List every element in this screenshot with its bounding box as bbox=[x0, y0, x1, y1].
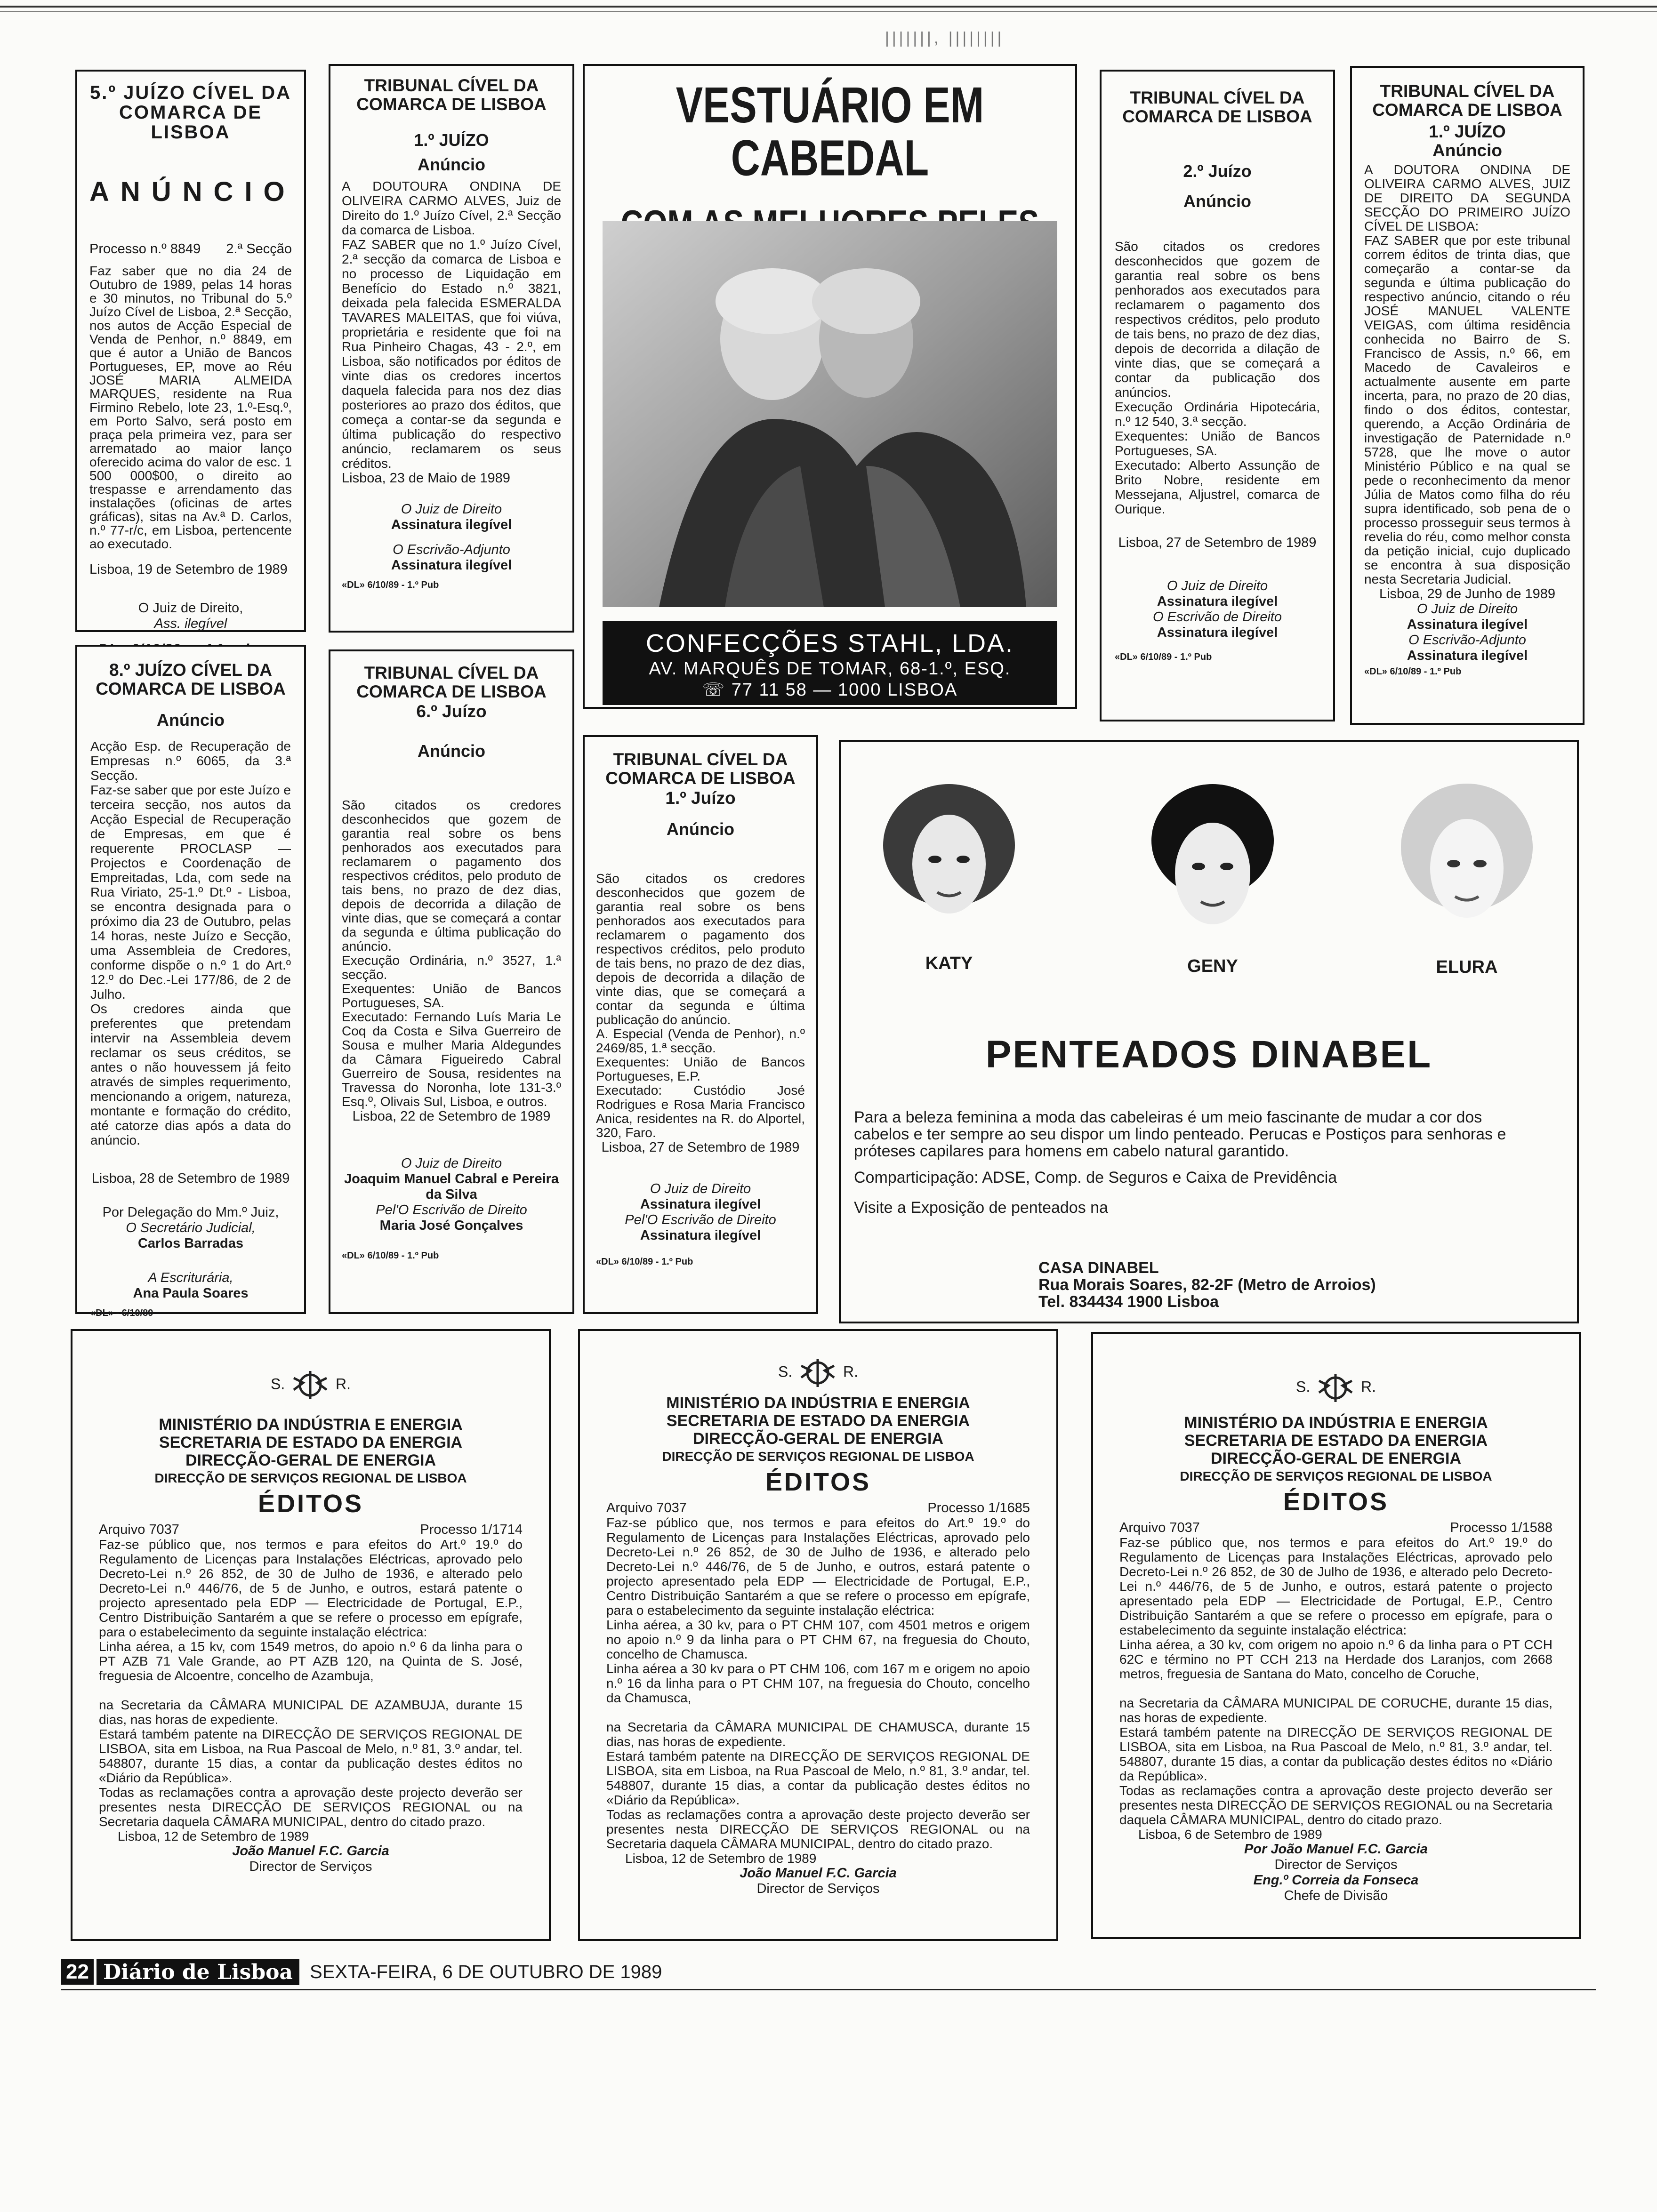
emblem-letter-s: S. bbox=[778, 1363, 793, 1380]
leather-clothing-advert bbox=[583, 64, 1077, 709]
katy-portrait-icon bbox=[878, 775, 1020, 935]
editos-place-date: Lisboa, 12 de Setembro de 1989 bbox=[625, 1851, 817, 1866]
notice-5-juizo bbox=[75, 70, 306, 632]
direccao-geral-line: DIRECÇÃO-GERAL DE ENERGIA bbox=[185, 1451, 436, 1469]
editos-body: Faz-se público que, nos termos e para efeitos do Art.º 19.º do Regulamento de Licenças para Instalações Eléctricas, aprovado pelo Decreto-Lei n.º 26 852, de 30 de Julho de 1936, e alterado pelo Decreto-Lei n.º 446/76, de 5 de Junho, e outros, estará patente o projecto apresentado pela EDP — Electricidade de Portugal, E.P., Centro Distribuição Santarém a que se refere o processo em epígrafe, para o estabelecimento da seguinte instalação eléctrica: Linha aérea, a 30 kv, para o PT CHM 107, com 4501 metros e origem no apoio n.º 9 da linha para o PT CHM 67, na freguesia do Chouto, concelho de Chamusca. Linha aérea a 30 kv para o PT CHM 106, com 167 m e origem no apoio n.º 16 da linha para o PT CHM 107, na freguesia do Chouto, concelho da Chamusca, na Secretaria da CÂMARA MUNICIPAL DE CHAMUSCA, durante 15 dias, nas horas de expediente. Estará também patente na DIRECÇÃO DE SERVIÇOS REGIONAL DE LISBOA, sita em Lisboa, na Rua Pascoal de Melo, n.º 81, 3.º andar, tel. 548807, durante 15 dias, a contar da publicação destes éditos no «Diário da República». Todas as reclamações contra a aprovação deste projecto deverão ser presentes nesta DIRECÇÃO DE SERVIÇOS REGIONAL ou na Secretaria daquela CÂMARA MUNICIPAL, dentro do citado prazo. bbox=[606, 1515, 1030, 1851]
signature-role-2: Pel'O Escrivão de Direito bbox=[376, 1202, 527, 1218]
notice-body: São citados os credores desconhecidos que gozem de garantia real sobre os bens penhorados aos executados para reclamarem o pagamento dos respectivos créditos, pelo produto de tais bens, no prazo de dez dias, depois de decorrida a dilação de vinte dias, que se começará a contar da publicação dos anúncios. Execução Ordinária Hipotecária, n.º 12 540, 3.ª secção. Exequentes: União de Bancos Portugueses, SA. Executado: Alberto Assunção de Brito Nobre, residente em Messejana, Aljustrel, comarca de Ourique. bbox=[1115, 239, 1320, 516]
notice-body: Faz saber que no dia 24 de Outubro de 1989, pelas 14 horas e 30 minutos, no Tribunal do 5.º Juízo Cível de Lisboa, 2.ª Secção, nos autos de Acção Especial de Venda de Penhor, n.º 8849, em que é autor a União de Bancos Portugueses, EP, move ao Réu JOSÉ MARIA ALMEIDA MARQUES, residente na Rua Firmino Rebelo, lote 23, 1.º-Esq.º, em Porto Salvo, será posto em praça pela primeira vez, para ser arrematado ao maior lanço oferecido acima do valor de esc. 1 500 000$00, o direito ao trespasse e arrendamento das instalações (oficinas de artes gráficas), sitas na Av.ª D. Carlos, n.º 77-r/c, em Lisboa, pertencente ao executado. bbox=[89, 264, 292, 551]
signature-name: Assinatura ilegível bbox=[640, 1197, 761, 1212]
notice-label: Anúncio bbox=[157, 710, 225, 729]
secretaria-line: SECRETARIA DE ESTADO DA ENERGIA bbox=[1184, 1432, 1488, 1450]
archive-number: Arquivo 7037 bbox=[99, 1522, 179, 1537]
notice-tribunal-6-juizo bbox=[329, 649, 574, 1314]
notice-title: TRIBUNAL CÍVEL DA COMARCA DE LISBOA bbox=[356, 663, 547, 701]
company-phone: ☏ 77 11 58 — 1000 LISBOA bbox=[702, 680, 958, 700]
process-number: Processo 1/1588 bbox=[1450, 1520, 1552, 1535]
shop-name: CASA DINABEL bbox=[1038, 1259, 1159, 1277]
publication-ref: «DL» 6/10/89 - 1.º Pub bbox=[1115, 652, 1212, 662]
ministry-line: MINISTÉRIO DA INDÚSTRIA E ENERGIA bbox=[1184, 1414, 1488, 1432]
notice-title: TRIBUNAL CÍVEL DA COMARCA DE LISBOA bbox=[356, 76, 547, 114]
advert-comparticipation: Comparticipação: ADSE, Comp. de Seguros e Caixa de Previdência bbox=[854, 1169, 1337, 1186]
signature-role: O Secretário Judicial, bbox=[126, 1220, 256, 1235]
signature-role-2: O Escrivão-Adjunto bbox=[1408, 633, 1526, 648]
section-label: 2.ª Secção bbox=[226, 241, 292, 256]
process-number: Processo 1/1685 bbox=[927, 1500, 1030, 1515]
notice-place-date: Lisboa, 19 de Setembro de 1989 bbox=[89, 562, 288, 577]
advert-visit: Visite a Exposição de penteados na bbox=[854, 1199, 1108, 1217]
notice-title: TRIBUNAL CÍVEL DA COMARCA DE LISBOA bbox=[1122, 88, 1312, 126]
direccao-geral-line: DIRECÇÃO-GERAL DE ENERGIA bbox=[1210, 1450, 1462, 1467]
signature-name: Carlos Barradas bbox=[137, 1236, 244, 1251]
republic-emblem-row bbox=[99, 1369, 523, 1402]
newspaper-masthead: Diário de Lisboa bbox=[97, 1959, 299, 1985]
editos-place-date: Lisboa, 6 de Setembro de 1989 bbox=[1138, 1827, 1322, 1842]
signature-name: Assinatura ilegível bbox=[391, 517, 512, 532]
signature-name: Joaquim Manuel Cabral e Pereira da Silva bbox=[344, 1171, 559, 1202]
secretaria-line: SECRETARIA DE ESTADO DA ENERGIA bbox=[666, 1412, 970, 1430]
page-footer bbox=[61, 1958, 662, 1986]
archive-number: Arquivo 7037 bbox=[606, 1500, 687, 1515]
signature-name-2: Assinatura ilegível bbox=[1407, 648, 1528, 663]
secretaria-line: SECRETARIA DE ESTADO DA ENERGIA bbox=[159, 1434, 463, 1451]
signature-role-2: O Escrivão-Adjunto bbox=[393, 542, 510, 557]
signature-role-2: Pel'O Escrivão de Direito bbox=[625, 1212, 776, 1227]
notice-tribunal-2-juizo bbox=[1100, 70, 1335, 721]
elura-portrait-icon bbox=[1396, 777, 1537, 937]
editos-body: Faz-se público que, nos termos e para efeitos do Art.º 19.º do Regulamento de Licenças para Instalações Eléctricas, aprovado pelo Decreto-Lei n.º 26 852, de 30 de Julho de 1936, e alterado pelo Decreto-Lei n.º 446/76, de 5 de Junho, e outros, estará patente o projecto apresentado pela EDP — Electricidade de Portugal, E.P., Centro Distribuição Santarém a que se refere o processo em epígrafe, para o estabelecimento da seguinte instalação eléctrica: Linha aérea, a 15 kv, com 1549 metros, do apoio n.º 6 da linha para o PT AZB 71 Vale Grande, ao PT AZB 120, na Quinta de S. José, freguesia de Alcoentre, concelho de Azambuja, na Secretaria da CÂMARA MUNICIPAL DE AZAMBUJA, durante 15 dias, nas horas de expediente. Estará também patente na DIRECÇÃO DE SERVIÇOS REGIONAL DE LISBOA, sita em Lisboa, na Rua Pascoal de Melo, n.º 81, 3.º andar, tel. 548807, durante 15 dias, a contar da publicação destes éditos no «Diário da República». Todas as reclamações contra a aprovação deste projecto deverão ser presentes nesta DIRECÇÃO DE SERVIÇOS REGIONAL ou na Secretaria daquela CÂMARA MUNICIPAL, dentro do citado prazo. bbox=[99, 1537, 523, 1829]
notice-label: Anúncio bbox=[1432, 141, 1502, 160]
signature-role: O Juiz de Direito, bbox=[138, 601, 243, 616]
page-marks: |||||||, |||||||| bbox=[885, 29, 1005, 47]
publication-ref: «DL» 6/10/89 - 1.º Pub bbox=[342, 580, 439, 590]
notice-label: Anúncio bbox=[1183, 192, 1251, 211]
emblem-letter-s: S. bbox=[1295, 1378, 1311, 1395]
notice-court: 6.º Juízo bbox=[416, 702, 487, 721]
signature-name-2: Assinatura ilegível bbox=[640, 1228, 761, 1243]
signature-role: O Juiz de Direito bbox=[401, 1156, 502, 1171]
notice-court: 1.º Juízo bbox=[665, 788, 736, 808]
republic-emblem-row bbox=[606, 1356, 1030, 1389]
notice-title: TRIBUNAL CÍVEL DA COMARCA DE LISBOA bbox=[605, 750, 796, 788]
signature-name: Ass. ilegível bbox=[154, 616, 227, 631]
notice-body: A DOUTORA ONDINA DE OLIVEIRA CARMO ALVES, JUIZ DE DIREITO DA SEGUNDA SECÇÃO DO PRIMEIRO JUÍZO CÍVEL DE LISBOA: FAZ SABER que por este tribunal correm éditos de trinta dias, que começarão a contar-se da segunda e última publicação do respectivo anúncio, citando o réu JOSÉ MANUEL VALENTE VEIGAS, com última residência conhecida no Bairro de S. Francisco de Assis, n.º 66, em Macedo de Cavaleiros e actualmente ausente em parte incerta, para, no prazo de 20 dias, findo o dos éditos, contestar, querendo, a Acção Ordinária de investigação de Paternidade n.º 5728, que lhe move o autor Ministério Público e na qual se pede o reconhecimento da menor Júlia de Matos como filha do réu supra identificado, sob pena de o processo prosseguir seus termos à revelia do réu, como melhor consta da petição inicial, cujo duplicado se encontra à sua disposição nesta Secretaria Judicial. bbox=[1364, 162, 1570, 586]
ministry-line: MINISTÉRIO DA INDÚSTRIA E ENERGIA bbox=[159, 1416, 463, 1434]
editos-notice-chamusca bbox=[578, 1329, 1058, 1941]
editos-role: Director de Serviços bbox=[756, 1881, 880, 1896]
issue-date: SEXTA-FEIRA, 6 DE OUTUBRO DE 1989 bbox=[310, 1961, 662, 1982]
republic-emblem-icon bbox=[289, 1369, 331, 1402]
signature-name: Assinatura ilegível bbox=[1157, 594, 1278, 609]
notice-place-date: Lisboa, 27 de Setembro de 1989 bbox=[1118, 535, 1317, 550]
notice-8-juizo bbox=[75, 645, 306, 1318]
advert-address-block bbox=[1038, 1259, 1376, 1310]
signature-delegation: Por Delegação do Mm.º Juiz, bbox=[102, 1205, 279, 1220]
signature-name-2: Maria José Gonçalves bbox=[379, 1218, 523, 1233]
editos-notice-coruche bbox=[1091, 1332, 1581, 1939]
notice-body: A DOUTOURA ONDINA DE OLIVEIRA CARMO ALVES, Juiz de Direito do 1.º Juízo Cível, 2.ª Secção da comarca de Lisboa. FAZ SABER que no 1.º Juízo Cível, 2.ª secção da comarca de Lisboa e no processo de Liquidação em Benefício do Estado n.º 3821, deixada pela falecida ESMERALDA TAVARES MALEITAS, que foi viúva, proprietária e residente que foi na Rua Pinheiro Chagas, 43 - 2.º, em Lisboa, são notificados por éditos de vinte dias os credores incertos daquela falecida para nos dez dias posteriores ao prazo dos éditos, que começa a contar-se da segunda e última publicação do respectivo anúncio, reclamarem os seus créditos. bbox=[342, 179, 561, 471]
editos-title: ÉDITOS bbox=[765, 1468, 871, 1496]
editos-signature: Por João Manuel F.C. Garcia bbox=[1244, 1842, 1428, 1857]
signature-role: O Juiz de Direito bbox=[650, 1181, 751, 1196]
archive-process-row bbox=[606, 1500, 1030, 1515]
archive-process-row bbox=[99, 1522, 523, 1537]
publication-ref: «DL» 6/10/89 - 1.º Pub bbox=[342, 1250, 439, 1261]
advert-title: PENTEADOS DINABEL bbox=[985, 1033, 1432, 1076]
editos-signature-2: Eng.º Correia da Fonseca bbox=[1253, 1873, 1419, 1888]
signature-role: O Juiz de Direito bbox=[401, 502, 502, 517]
notice-tribunal-1-juizo-a bbox=[329, 64, 574, 633]
editos-role: Director de Serviços bbox=[1274, 1857, 1398, 1872]
archive-number: Arquivo 7037 bbox=[1119, 1520, 1200, 1535]
publication-ref: «DL» - 6/10/89 bbox=[90, 1308, 153, 1318]
ministry-line: MINISTÉRIO DA INDÚSTRIA E ENERGIA bbox=[666, 1394, 970, 1412]
emblem-letter-s: S. bbox=[270, 1375, 285, 1393]
advert-body: Para a beleza feminina a moda das cabeleiras é um meio fascinante de mudar a cor dos cabelos e ter sempre ao seu dispor um lindo penteado. Perucas e Postiços para senhoras e próteses capilares para homens em cabelo natural garantido. bbox=[854, 1108, 1506, 1160]
direccao-geral-line: DIRECÇÃO-GERAL DE ENERGIA bbox=[692, 1430, 944, 1448]
signature-role: O Juiz de Direito bbox=[1166, 578, 1268, 593]
top-rule bbox=[0, 6, 1657, 8]
signature-name-2: Assinatura ilegível bbox=[391, 558, 512, 573]
editos-signature: João Manuel F.C. Garcia bbox=[740, 1866, 897, 1881]
editos-role-2: Chefe de Divisão bbox=[1284, 1888, 1388, 1903]
notice-body: São citados os credores desconhecidos que gozem de garantia real sobre os bens penhorados aos executados para reclamarem o pagamento dos respectivos créditos, pelo produto de tais bens, no prazo de dez dias, depois de decorrida a dilação de vinte dias, que se começará a contar da segunda e última publicação do anúncio. Execução Ordinária, n.º 3527, 1.ª secção. Exequentes: União de Bancos Portugueses, SA. Executado: Fernando Luís Maria Le Coq da Costa e Silva Guerreiro de Sousa e mulher Maria Aldegundes da Câmara Figueiredo Cabral Guerreiro de Sousa, residentes na Travessa do Noronha, lote 131-3.º Esq.º, Olivais Sul, Lisboa, e outros. bbox=[342, 798, 561, 1109]
notice-place-date: Lisboa, 28 de Setembro de 1989 bbox=[91, 1171, 290, 1186]
advert-contact-band bbox=[603, 621, 1057, 705]
notice-court: 2.º Juízo bbox=[1183, 161, 1252, 181]
signature-name-2: Ana Paula Soares bbox=[133, 1286, 249, 1301]
editos-role: Director de Serviços bbox=[249, 1859, 372, 1874]
emblem-letter-r: R. bbox=[336, 1375, 351, 1393]
republic-emblem-row bbox=[1119, 1371, 1552, 1404]
republic-emblem-icon bbox=[796, 1356, 839, 1389]
publication-ref: «DL» 6/10/89 - 1.º Pub bbox=[596, 1257, 693, 1267]
notice-body: São citados os credores desconhecidos que gozem de garantia real sobre os bens penhorados aos executados para reclamarem o pagamento dos respectivos créditos, pelo produto de tais bens, no prazo de dez dias, depois de decorrida a dilação de vinte dias, que se começará a contar da segunda e última publicação do anúncio. A. Especial (Venda de Penhor), n.º 2469/85, 1.ª secção. Exequentes: União de Bancos Portugueses, E.P. Executado: Custódio José Rodrigues e Rosa Maria Francisco Anica, residentes na R. do Alportel, 320, Faro. bbox=[596, 871, 805, 1140]
emblem-letter-r: R. bbox=[1361, 1378, 1376, 1395]
notice-court: 1.º JUÍZO bbox=[414, 130, 489, 150]
process-number: Processo n.º 8849 bbox=[89, 241, 201, 256]
direccao-servicos-line: DIRECÇÃO DE SERVIÇOS REGIONAL DE LISBOA bbox=[1180, 1469, 1492, 1483]
editos-title: ÉDITOS bbox=[1283, 1488, 1389, 1516]
notice-label: Anúncio bbox=[418, 741, 485, 761]
notice-place-date: Lisboa, 23 de Maio de 1989 bbox=[342, 471, 510, 486]
notice-tribunal-1-juizo-c bbox=[583, 735, 818, 1314]
publication-ref: «DL» 6/10/89 - 1.º Pub bbox=[1364, 666, 1462, 677]
editos-body: Faz-se público que, nos termos e para efeitos do Art.º 19.º do Regulamento de Licenças para Instalações Eléctricas, aprovado pelo Decreto-Lei n.º 26 852, de 30 de Julho de 1936, e alterado pelo Decreto-Lei n.º 446/76, de 5 de Junho, e outros, estará patente o projecto apresentado pela EDP — Electricidade de Portugal, E.P., Centro Distribuição Santarém a que se refere o processo em epígrafe, para o estabelecimento da seguinte instalação eléctrica: Linha aérea, a 30 kv, com origem no apoio n.º 6 da linha para o PT CCH 62C e término no PT CCH 213 na Herdade dos Laranjos, com 2668 metros, freguesia de Santana do Mato, concelho de Coruche, na Secretaria da CÂMARA MUNICIPAL DE CORUCHE, durante 15 dias, nas horas de expediente. Estará também patente na DIRECÇÃO DE SERVIÇOS REGIONAL DE LISBOA, sita em Lisboa, na Rua Pascoal de Melo, n.º 81, 3.º andar, tel. 548807, durante 15 dias, a contar da publicação destes éditos no «Diário da República». Todas as reclamações contra a aprovação deste projecto deverão ser presentes nesta DIRECÇÃO DE SERVIÇOS REGIONAL ou na Secretaria daquela CÂMARA MUNICIPAL, dentro do citado prazo. bbox=[1119, 1535, 1552, 1827]
notice-place-date: Lisboa, 22 de Setembro de 1989 bbox=[352, 1109, 551, 1124]
notice-place-date: Lisboa, 27 de Setembro de 1989 bbox=[601, 1140, 800, 1155]
model-name-katy: KATY bbox=[925, 954, 973, 973]
notice-tribunal-1-juizo-b bbox=[1350, 66, 1585, 725]
notice-body: Acção Esp. de Recuperação de Empresas n.º 6065, da 3.ª Secção. Faz-se saber que por este Juízo e terceira secção, nos autos da Acção Especial de Recuperação de Empresas, em que é requerente PROCLASP — Projectos e Coordenação de Empreitadas, Lda, com sede na Rua Viriato, 25-1.º Dt.º - Lisboa, se encontra designada para o próximo dia 23 de Outubro, pelas 14 horas, neste Juízo e Secção, uma Assembleia de Credores, conforme dispõe o n.º 1 do Art.º 12.º do Dec.-Lei 177/86, de 2 de Julho. Os credores ainda que preferentes que pretendam intervir na Assembleia devem reclamar os seus créditos, se antes o não houvessem já feito através de simples requerimento, mencionando a origem, natureza, montante e formação do crédito, até catorze dias após a data do anúncio. bbox=[90, 739, 291, 1147]
dinabel-wig-advert bbox=[839, 740, 1579, 1323]
editos-title: ÉDITOS bbox=[257, 1490, 364, 1518]
notice-title: 8.º JUÍZO CÍVEL DA COMARCA DE LISBOA bbox=[96, 660, 286, 698]
notice-label: ANÚNCIO bbox=[89, 176, 296, 207]
model-name-geny: GENY bbox=[1187, 956, 1238, 976]
advert-title: VESTUÁRIO EM CABEDAL bbox=[676, 77, 984, 187]
editos-signature: João Manuel F.C. Garcia bbox=[232, 1843, 389, 1859]
emblem-letter-r: R. bbox=[843, 1363, 858, 1380]
direccao-servicos-line: DIRECÇÃO DE SERVIÇOS REGIONAL DE LISBOA bbox=[154, 1471, 467, 1485]
signature-role: O Juiz de Direito bbox=[1416, 601, 1518, 617]
archive-process-row bbox=[1119, 1520, 1552, 1535]
geny-portrait-icon bbox=[1142, 779, 1283, 939]
shop-phone: Tel. 834434 1900 Lisboa bbox=[1038, 1293, 1219, 1311]
notice-title: TRIBUNAL CÍVEL DA COMARCA DE LISBOA bbox=[1372, 81, 1562, 120]
notice-label: Anúncio bbox=[418, 155, 485, 174]
notice-label: Anúncio bbox=[667, 819, 734, 839]
page-number: 22 bbox=[61, 1959, 94, 1985]
process-row bbox=[89, 241, 292, 256]
advert-photo bbox=[603, 221, 1057, 607]
notice-court: 1.º JUÍZO bbox=[1429, 122, 1506, 141]
shop-address: Rua Morais Soares, 82-2F (Metro de Arroios) bbox=[1038, 1276, 1376, 1294]
process-number: Processo 1/1714 bbox=[420, 1522, 523, 1537]
editos-notice-azambuja bbox=[71, 1329, 551, 1941]
signature-name-2: Assinatura ilegível bbox=[1157, 625, 1278, 640]
signature-name: Assinatura ilegível bbox=[1407, 617, 1528, 632]
signature-role-2: O Escrivão de Direito bbox=[1153, 609, 1282, 625]
direccao-servicos-line: DIRECÇÃO DE SERVIÇOS REGIONAL DE LISBOA bbox=[662, 1449, 974, 1464]
editos-place-date: Lisboa, 12 de Setembro de 1989 bbox=[118, 1829, 309, 1843]
notice-title: 5.º JUÍZO CÍVEL DA COMARCA DE LISBOA bbox=[90, 82, 291, 143]
signature-role-2: A Escriturária, bbox=[148, 1270, 233, 1285]
top-rule-secondary bbox=[0, 11, 1657, 12]
footer-rule bbox=[61, 1989, 1596, 1990]
couple-photo-illustration bbox=[603, 221, 1057, 607]
model-name-elura: ELURA bbox=[1436, 957, 1498, 977]
company-address: AV. MARQUÊS DE TOMAR, 68-1.º, ESQ. bbox=[649, 659, 1011, 679]
republic-emblem-icon bbox=[1314, 1371, 1357, 1404]
notice-place-date: Lisboa, 29 de Junho de 1989 bbox=[1379, 586, 1556, 601]
company-name: CONFECÇÕES STAHL, LDA. bbox=[645, 629, 1014, 657]
